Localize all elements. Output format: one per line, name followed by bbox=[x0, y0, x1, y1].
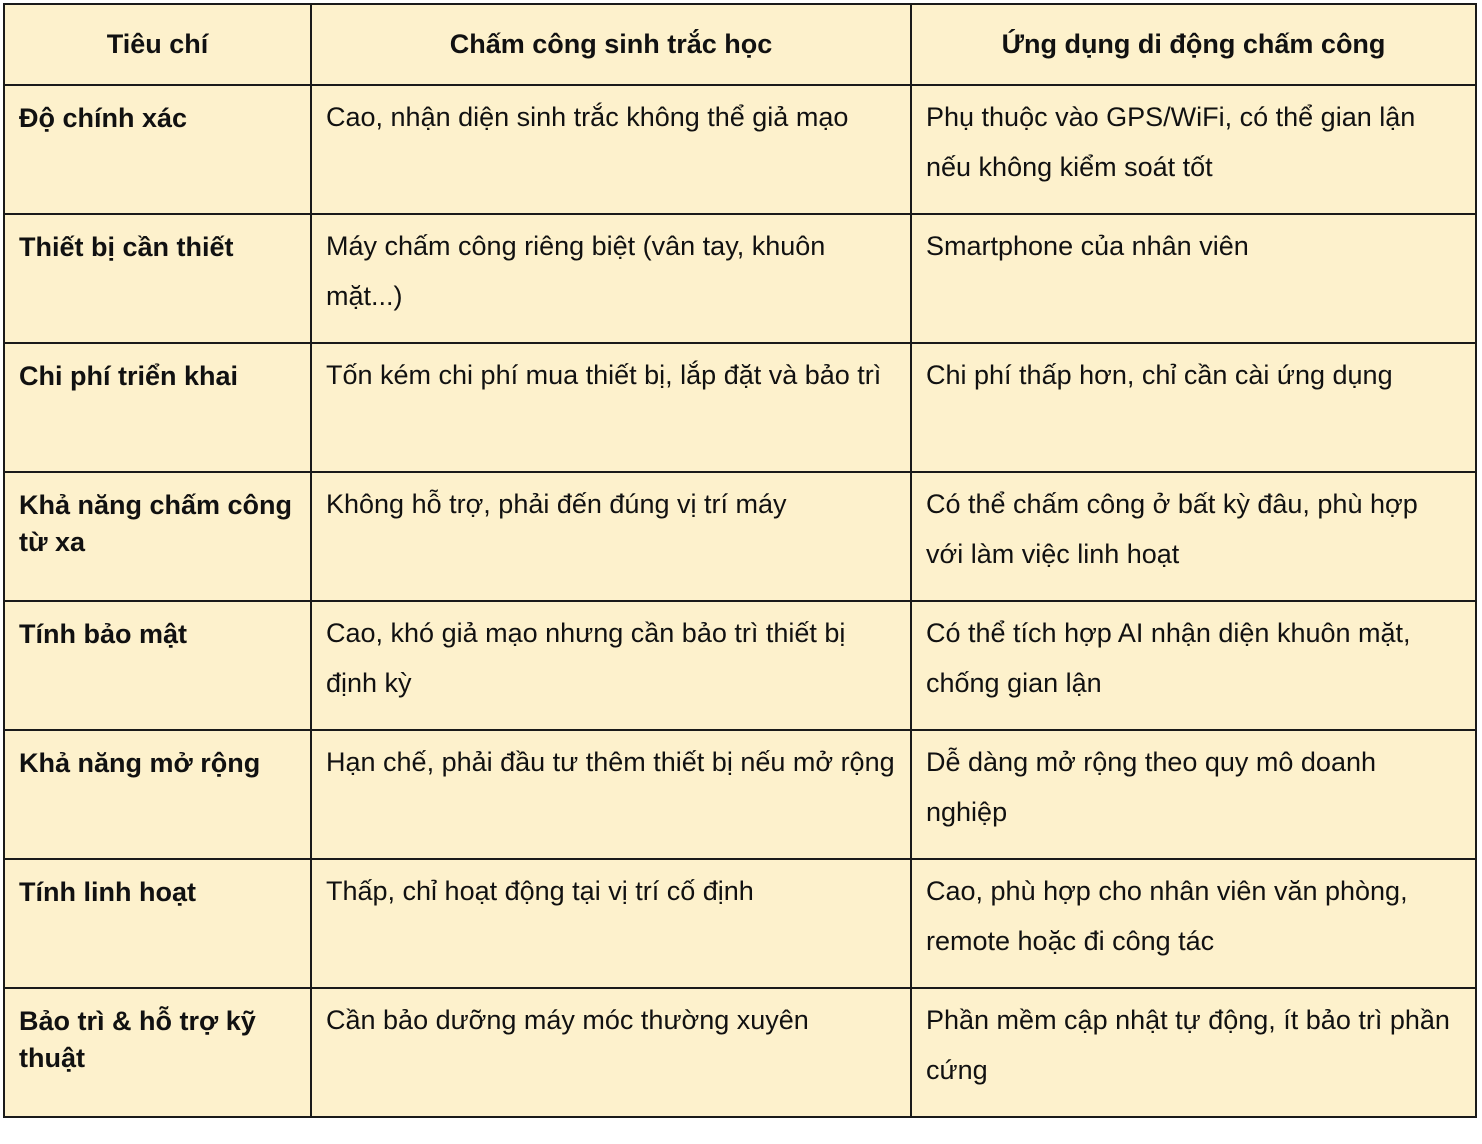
table-row bbox=[4, 472, 1476, 601]
mobile-cell: Chi phí thấp hơn, chỉ cần cài ứng dụng bbox=[911, 343, 1476, 472]
mobile-cell: Phần mềm cập nhật tự động, ít bảo trì phần cứng bbox=[911, 988, 1476, 1117]
criterion-cell: Tính bảo mật bbox=[4, 601, 311, 730]
criterion-cell: Chi phí triển khai bbox=[4, 343, 311, 472]
table-row bbox=[4, 988, 1476, 1117]
table-row bbox=[4, 730, 1476, 859]
table-row bbox=[4, 214, 1476, 343]
table-row bbox=[4, 85, 1476, 214]
biometric-cell: Thấp, chỉ hoạt động tại vị trí cố định bbox=[311, 859, 911, 988]
biometric-cell: Cần bảo dưỡng máy móc thường xuyên bbox=[311, 988, 911, 1117]
mobile-cell: Phụ thuộc vào GPS/WiFi, có thể gian lận nếu không kiểm soát tốt bbox=[911, 85, 1476, 214]
biometric-cell: Tốn kém chi phí mua thiết bị, lắp đặt và bảo trì bbox=[311, 343, 911, 472]
criterion-cell: Khả năng chấm công từ xa bbox=[4, 472, 311, 601]
header-mobile-app: Ứng dụng di động chấm công bbox=[911, 4, 1476, 85]
mobile-cell: Dễ dàng mở rộng theo quy mô doanh nghiệp bbox=[911, 730, 1476, 859]
comparison-table bbox=[3, 3, 1477, 1118]
mobile-cell: Smartphone của nhân viên bbox=[911, 214, 1476, 343]
table-row bbox=[4, 343, 1476, 472]
mobile-cell: Có thể tích hợp AI nhận diện khuôn mặt, chống gian lận bbox=[911, 601, 1476, 730]
biometric-cell: Hạn chế, phải đầu tư thêm thiết bị nếu mở rộng bbox=[311, 730, 911, 859]
mobile-cell: Có thể chấm công ở bất kỳ đâu, phù hợp với làm việc linh hoạt bbox=[911, 472, 1476, 601]
header-row bbox=[4, 4, 1476, 85]
criterion-cell: Khả năng mở rộng bbox=[4, 730, 311, 859]
criterion-cell: Thiết bị cần thiết bbox=[4, 214, 311, 343]
header-criterion: Tiêu chí bbox=[4, 4, 311, 85]
criterion-cell: Tính linh hoạt bbox=[4, 859, 311, 988]
biometric-cell: Cao, khó giả mạo nhưng cần bảo trì thiết bị định kỳ bbox=[311, 601, 911, 730]
table-row bbox=[4, 859, 1476, 988]
biometric-cell: Máy chấm công riêng biệt (vân tay, khuôn mặt...) bbox=[311, 214, 911, 343]
mobile-cell: Cao, phù hợp cho nhân viên văn phòng, remote hoặc đi công tác bbox=[911, 859, 1476, 988]
criterion-cell: Độ chính xác bbox=[4, 85, 311, 214]
criterion-cell: Bảo trì & hỗ trợ kỹ thuật bbox=[4, 988, 311, 1117]
biometric-cell: Cao, nhận diện sinh trắc không thể giả mạo bbox=[311, 85, 911, 214]
table-row bbox=[4, 601, 1476, 730]
biometric-cell: Không hỗ trợ, phải đến đúng vị trí máy bbox=[311, 472, 911, 601]
header-biometric: Chấm công sinh trắc học bbox=[311, 4, 911, 85]
